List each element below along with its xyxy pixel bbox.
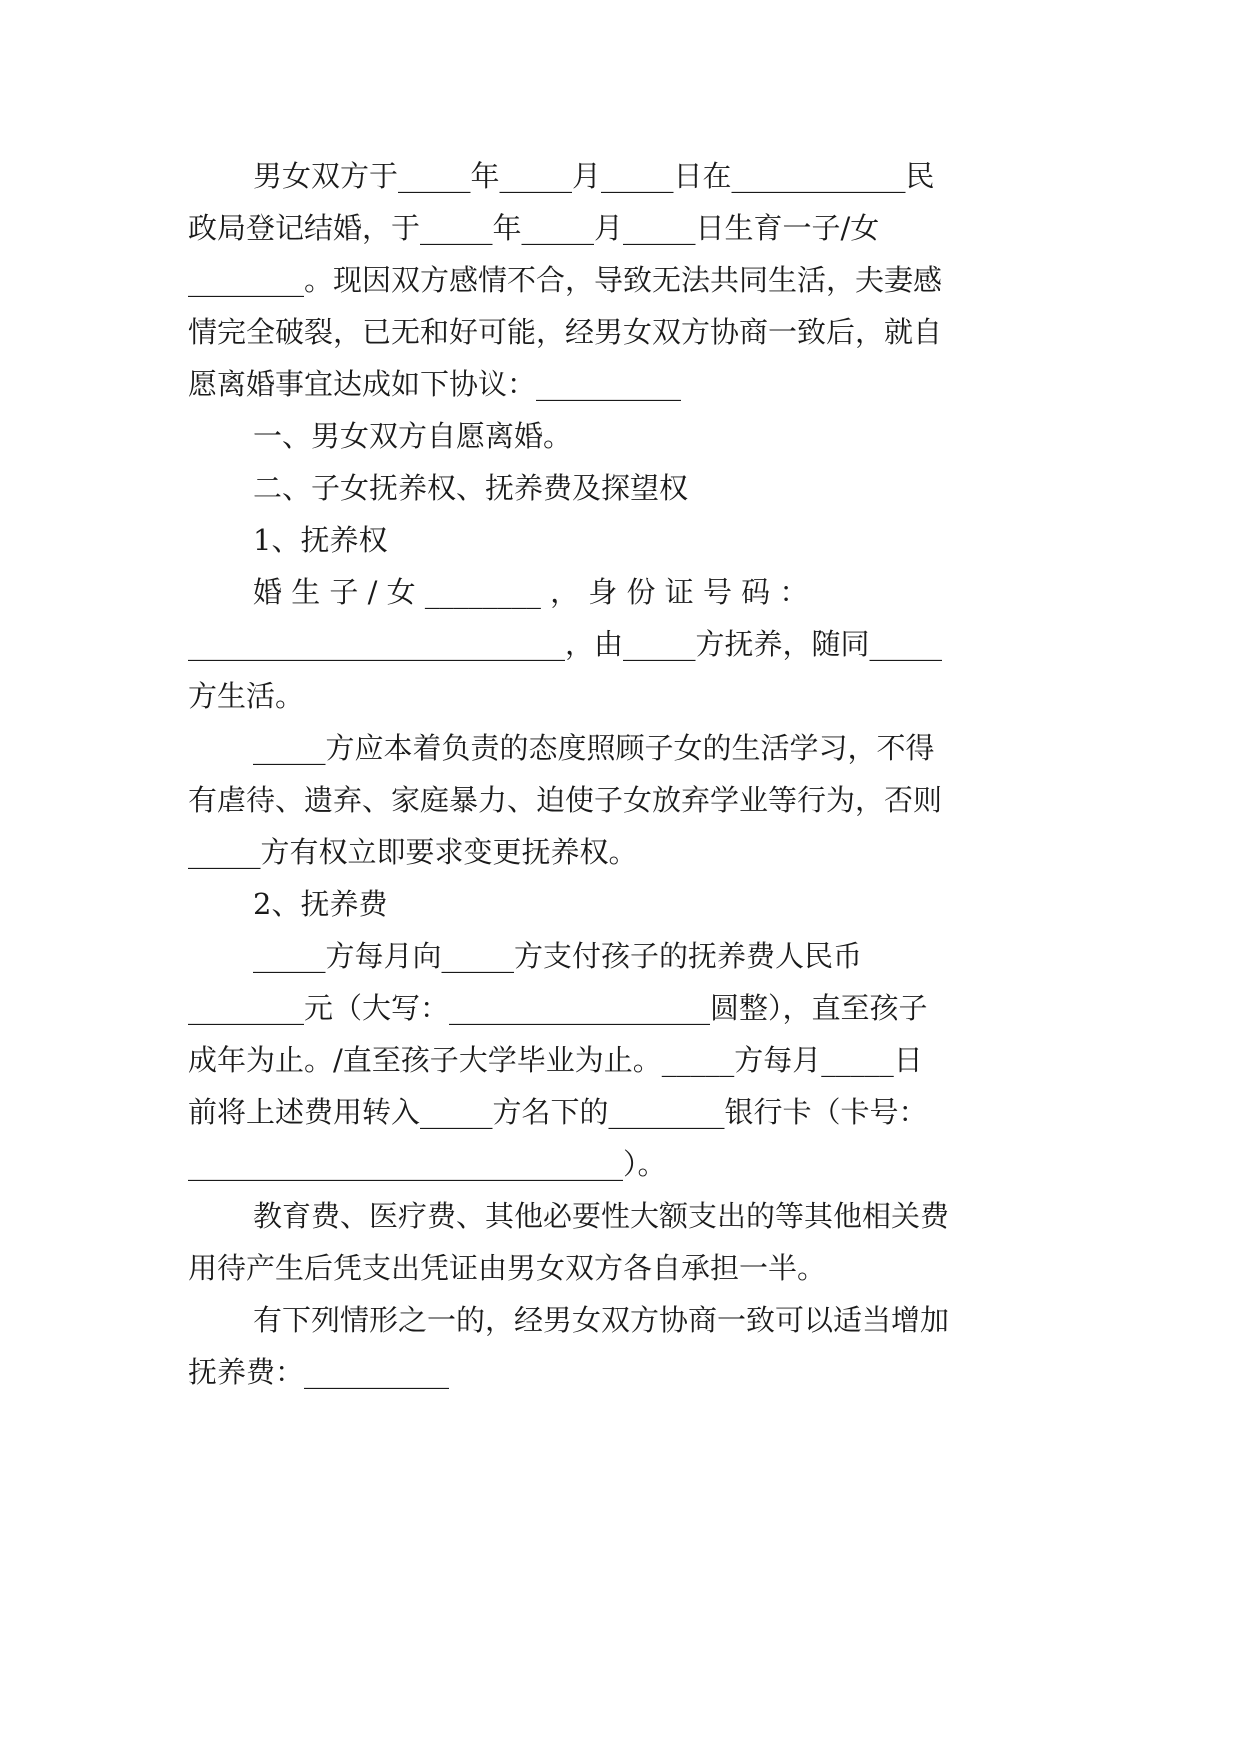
subsection-heading-custody: 1、抚养权 [253, 523, 388, 557]
paragraph-line: 男女双方于_____年_____月_____日在____________民 [253, 159, 935, 193]
paragraph-line: _____方应本着负责的态度照顾子女的生活学习，不得 [253, 731, 935, 765]
subsection-heading-support: 2、抚养费 [253, 887, 388, 921]
paragraph-line: ______________________________）。 [188, 1147, 667, 1181]
paragraph-line: 教育费、医疗费、其他必要性大额支出的等其他相关费 [253, 1199, 950, 1233]
paragraph-line: __________________________，由_____方抚养，随同_____ [188, 627, 943, 661]
paragraph-line: ________元（大写：__________________圆整），直至孩子 [188, 991, 928, 1025]
paragraph-line: 用待产生后凭支出凭证由男女双方各自承担一半。 [188, 1251, 827, 1285]
paragraph-line: 方生活。 [188, 679, 305, 713]
paragraph-line: ________。现因双方感情不合，导致无法共同生活，夫妻感 [188, 263, 943, 297]
paragraph-line: 有虐待、遗弃、家庭暴力、迫使子女放弃学业等行为，否则 [188, 783, 943, 817]
clause-heading-1: 一、男女双方自愿离婚。 [253, 419, 573, 453]
clause-heading-2: 二、子女抚养权、抚养费及探望权 [253, 471, 689, 505]
paragraph-line: 情完全破裂，已无和好可能，经男女双方协商一致后，就自 [188, 315, 943, 349]
paragraph-line: 成年为止。/直至孩子大学毕业为止。_____方每月_____日 [188, 1043, 923, 1077]
paragraph-line: 抚养费：__________ [188, 1355, 450, 1389]
paragraph-line: 有下列情形之一的，经男女双方协商一致可以适当增加 [253, 1303, 950, 1337]
paragraph-line: 婚 生 子 / 女 ________ ， 身 份 证 号 码 ： [253, 575, 809, 609]
paragraph-line: _____方有权立即要求变更抚养权。 [188, 835, 638, 869]
paragraph-line: 愿离婚事宜达成如下协议：__________ [188, 367, 682, 401]
paragraph-line: 政局登记结婚，于_____年_____月_____日生育一子/女 [188, 211, 880, 245]
paragraph-line: _____方每月向_____方支付孩子的抚养费人民币 [253, 939, 863, 973]
paragraph-line: 前将上述费用转入_____方名下的________银行卡（卡号： [188, 1095, 928, 1129]
